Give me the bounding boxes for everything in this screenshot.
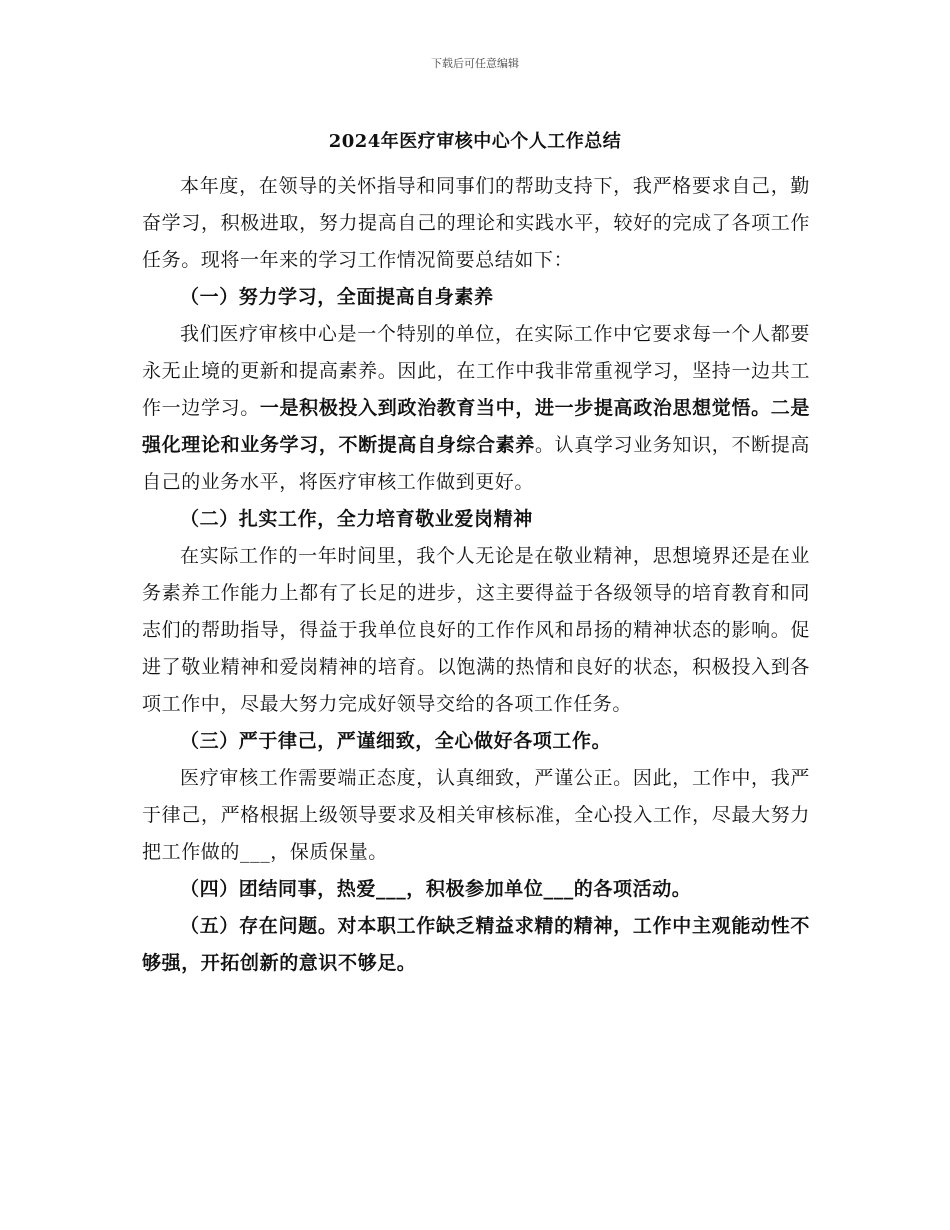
section-1-text-c: 。认真学习业务知识，不断提高自己的业务水平，将医疗审核工作做到更好。 (142, 434, 810, 493)
section-2-paragraph: 在实际工作的一年时间里，我个人无论是在敬业精神，思想境界还是在业务素养工作能力上都有了长足的进步，这主要得益于各级领导的培育教育和同志们的帮助指导，得益于我单位良好的工作作风和昂扬的精神状态的影响。促进了敬业精神和爱岗精神的培育。以饱满的热情和良好的状态，积极投入到各项工作中，尽最大努力完成好领导交给的各项工作任务。 (142, 545, 810, 715)
section-1-heading: （一）努力学习，全面提高自身素养 (180, 286, 494, 308)
section-5-heading: （五）存在问题。对本职工作缺乏精益求精的精神，工作中主观能动性不够强，开拓创新的意识不够足。 (142, 915, 810, 974)
header-note: 下载后可任意编辑 (431, 57, 519, 70)
document-body (142, 168, 810, 982)
section-1-text-bold: 一是积极投入到政治教育当中，进一步提高政治思想觉悟。二是强化理论和业务学习，不断提高自身综合素养 (142, 397, 810, 456)
section-1-paragraph (142, 316, 810, 501)
intro-paragraph: 本年度，在领导的关怀指导和同事们的帮助支持下，我严格要求自己，勤奋学习，积极进取，努力提高自己的理论和实践水平，较好的完成了各项工作任务。现将一年来的学习工作情况简要总结如下： (142, 175, 810, 271)
section-3-paragraph: 医疗审核工作需要端正态度，认真细致，严谨公正。因此，工作中，我严于律己，严格根据上级领导要求及相关审核标准，全心投入工作，尽最大努力把工作做的___，保质保量。 (142, 767, 810, 863)
section-4-heading: （四）团结同事，热爱___，积极参加单位___的各项活动。 (180, 878, 692, 900)
section-2-heading: （二）扎实工作，全力培育敬业爱岗精神 (180, 508, 533, 530)
section-1-text-a: 我们医疗审核中心是一个特别的单位，在实际工作中它要求每一个人都要永无止境的更新和提高素养。因此，在工作中我非常重视学习，坚持一边共工作一边学习。 (142, 323, 810, 419)
section-3-heading: （三）严于律己，严谨细致，全心做好各项工作。 (180, 730, 612, 752)
document-title: 2024年医疗审核中心个人工作总结 (328, 131, 622, 152)
